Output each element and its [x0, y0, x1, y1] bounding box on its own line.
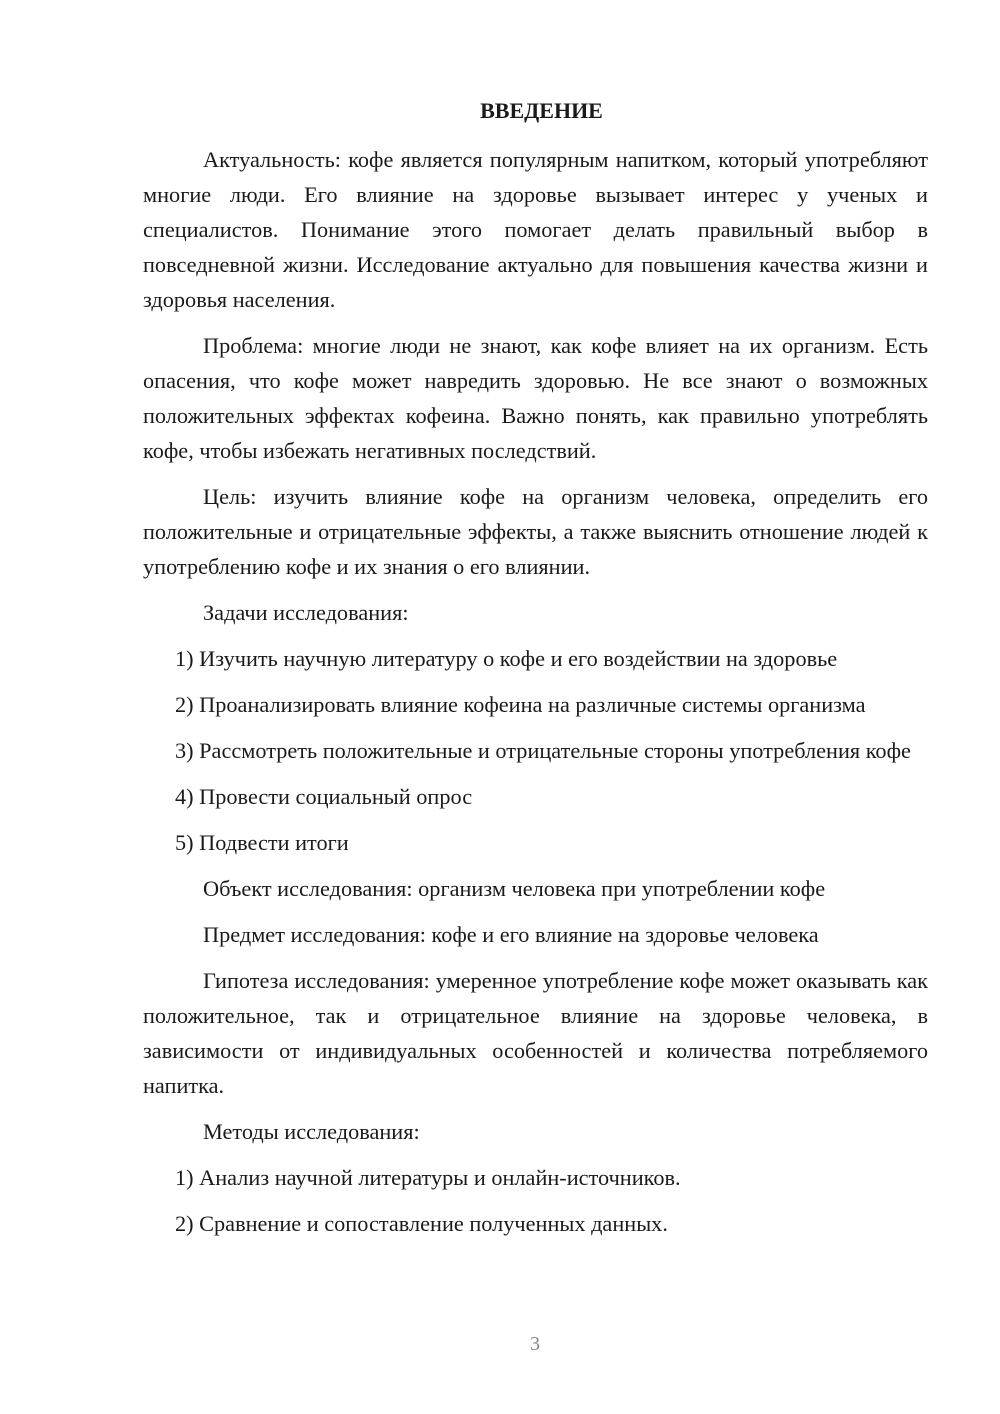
task-item: 1) Изучить научную литературу о кофе и его воздействии на здоровье [175, 646, 838, 671]
method-item: 2) Сравнение и сопоставление полученных данных. [175, 1211, 668, 1236]
task-item: 2) Проанализировать влияние кофеина на различные системы организма [175, 692, 866, 717]
document-page [143, 94, 928, 1252]
relevance-paragraph: Актуальность: кофе является популярным напитком, который употребляют многие люди. Его влияние на здоровье вызывает интерес у ученых и специалистов. Понимание этого помогает делать правильный выбор в повседневной жизни. Исследование актуально для повышения качества жизни и здоровья населения. [143, 147, 928, 312]
page-number: 3 [530, 1333, 540, 1355]
task-item: 5) Подвести итоги [175, 830, 349, 855]
methods-heading: Методы исследования: [203, 1119, 420, 1144]
object-paragraph: Объект исследования: организм человека при употреблении кофе [203, 876, 826, 901]
page-title: ВВЕДЕНИЕ [480, 98, 603, 123]
hypothesis-paragraph: Гипотеза исследования: умеренное употребление кофе может оказывать как положительное, так и отрицательное влияние на здоровье человека, в зависимости от индивидуальных особенностей и количества потребляемого напитка. [143, 968, 928, 1098]
method-item: 1) Анализ научной литературы и онлайн-источников. [175, 1165, 681, 1190]
subject-paragraph: Предмет исследования: кофе и его влияние на здоровье человека [203, 922, 819, 947]
tasks-heading: Задачи исследования: [203, 600, 409, 625]
task-item: 3) Рассмотреть положительные и отрицательные стороны употребления кофе [175, 738, 911, 763]
goal-paragraph: Цель: изучить влияние кофе на организм человека, определить его положительные и отрицательные эффекты, а также выяснить отношение людей к употреблению кофе и их знания о его влиянии. [143, 484, 928, 579]
problem-paragraph: Проблема: многие люди не знают, как кофе влияет на их организм. Есть опасения, что кофе может навредить здоровью. Не все знают о возможных положительных эффектах кофеина. Важно понять, как правильно употреблять кофе, чтобы избежать негативных последствий. [143, 333, 928, 463]
task-item: 4) Провести социальный опрос [175, 784, 473, 809]
